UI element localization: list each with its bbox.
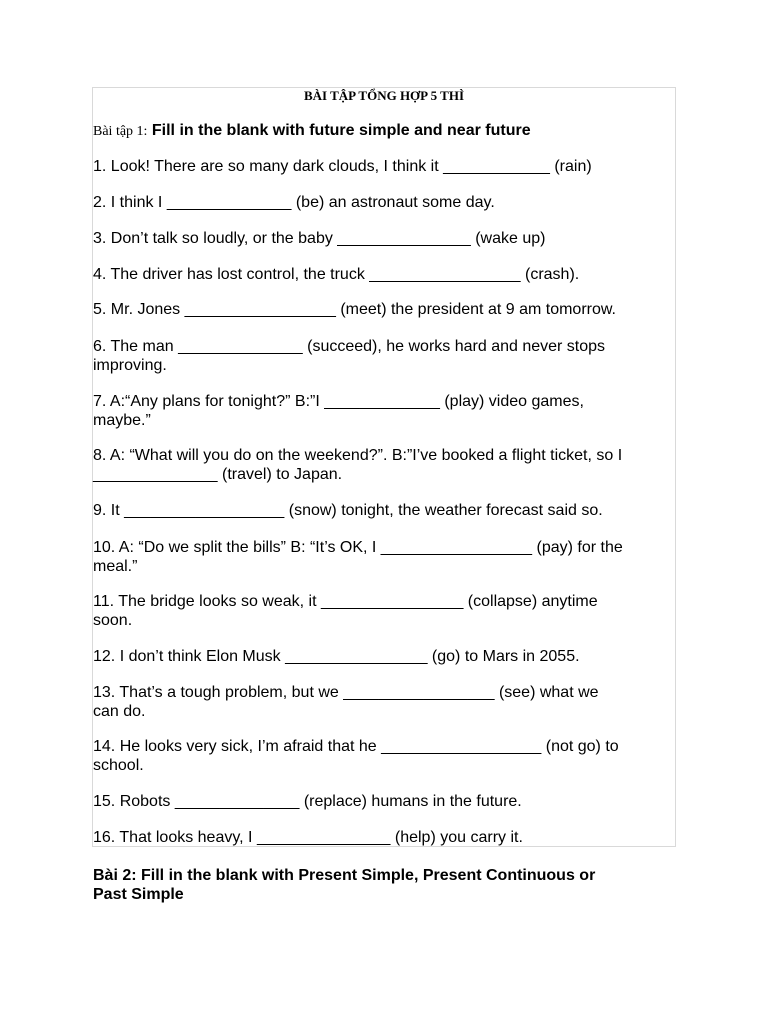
question-line: 11. The bridge looks so weak, it ________________ (collapse) anytime	[93, 593, 598, 610]
question-8	[93, 446, 673, 484]
question-4	[93, 265, 673, 284]
question-line: soon.	[93, 612, 133, 629]
question-2	[93, 193, 673, 212]
question-line: 12. I don’t think Elon Musk ________________ (go) to Mars in 2055.	[93, 648, 580, 665]
question-line: 2. I think I ______________ (be) an astronaut some day.	[93, 194, 495, 211]
question-line: maybe.”	[93, 412, 151, 429]
question-line: ______________ (travel) to Japan.	[93, 466, 343, 483]
exercise-2-heading	[93, 866, 673, 904]
question-line: 8. A: “What will you do on the weekend?”. B:”I’ve booked a flight ticket, so I	[93, 447, 623, 464]
question-1	[93, 157, 673, 176]
question-line: 3. Don’t talk so loudly, or the baby _______________ (wake up)	[93, 230, 546, 247]
question-line: school.	[93, 757, 144, 774]
question-9	[93, 501, 673, 520]
question-line: 10. A: “Do we split the bills” B: “It’s OK, I _________________ (pay) for the	[93, 539, 623, 556]
exercise-1-instruction: Fill in the blank with future simple and near future	[151, 122, 531, 139]
question-line: 9. It __________________ (snow) tonight, the weather forecast said so.	[93, 502, 603, 519]
question-6	[93, 337, 673, 375]
question-15	[93, 792, 673, 811]
question-line: 1. Look! There are so many dark clouds, I think it ____________ (rain)	[93, 158, 592, 175]
document-title: BÀI TẬP TỔNG HỢP 5 THÌ	[303, 88, 465, 103]
exercise-2-heading-line: Bài 2: Fill in the blank with Present Simple, Present Continuous or	[93, 867, 596, 884]
question-line: 5. Mr. Jones _________________ (meet) the president at 9 am tomorrow.	[93, 301, 616, 318]
question-line: improving.	[93, 357, 167, 374]
question-11	[93, 592, 673, 630]
question-line: can do.	[93, 703, 146, 720]
question-line: 13. That’s a tough problem, but we _________________ (see) what we	[93, 684, 599, 701]
question-14	[93, 737, 673, 775]
question-line: meal.”	[93, 558, 138, 575]
question-line: 4. The driver has lost control, the truck _________________ (crash).	[93, 266, 580, 283]
exercise-1-label: Bài tập 1:	[93, 124, 148, 139]
exercise-2-heading-line: Past Simple	[93, 886, 184, 903]
question-line: 15. Robots ______________ (replace) humans in the future.	[93, 793, 522, 810]
question-line: 14. He looks very sick, I’m afraid that he __________________ (not go) to	[93, 738, 619, 755]
question-line: 7. A:“Any plans for tonight?” B:”I _____________ (play) video games,	[93, 393, 584, 410]
question-13	[93, 683, 673, 721]
question-12	[93, 647, 673, 666]
question-7	[93, 392, 673, 430]
question-line: 6. The man ______________ (succeed), he works hard and never stops	[93, 338, 606, 355]
exercise-1-heading	[93, 122, 531, 141]
question-line: 16. That looks heavy, I _______________ (help) you carry it.	[93, 829, 523, 846]
question-5	[93, 300, 673, 319]
question-3	[93, 229, 673, 248]
question-10	[93, 538, 673, 576]
question-16	[93, 828, 673, 847]
